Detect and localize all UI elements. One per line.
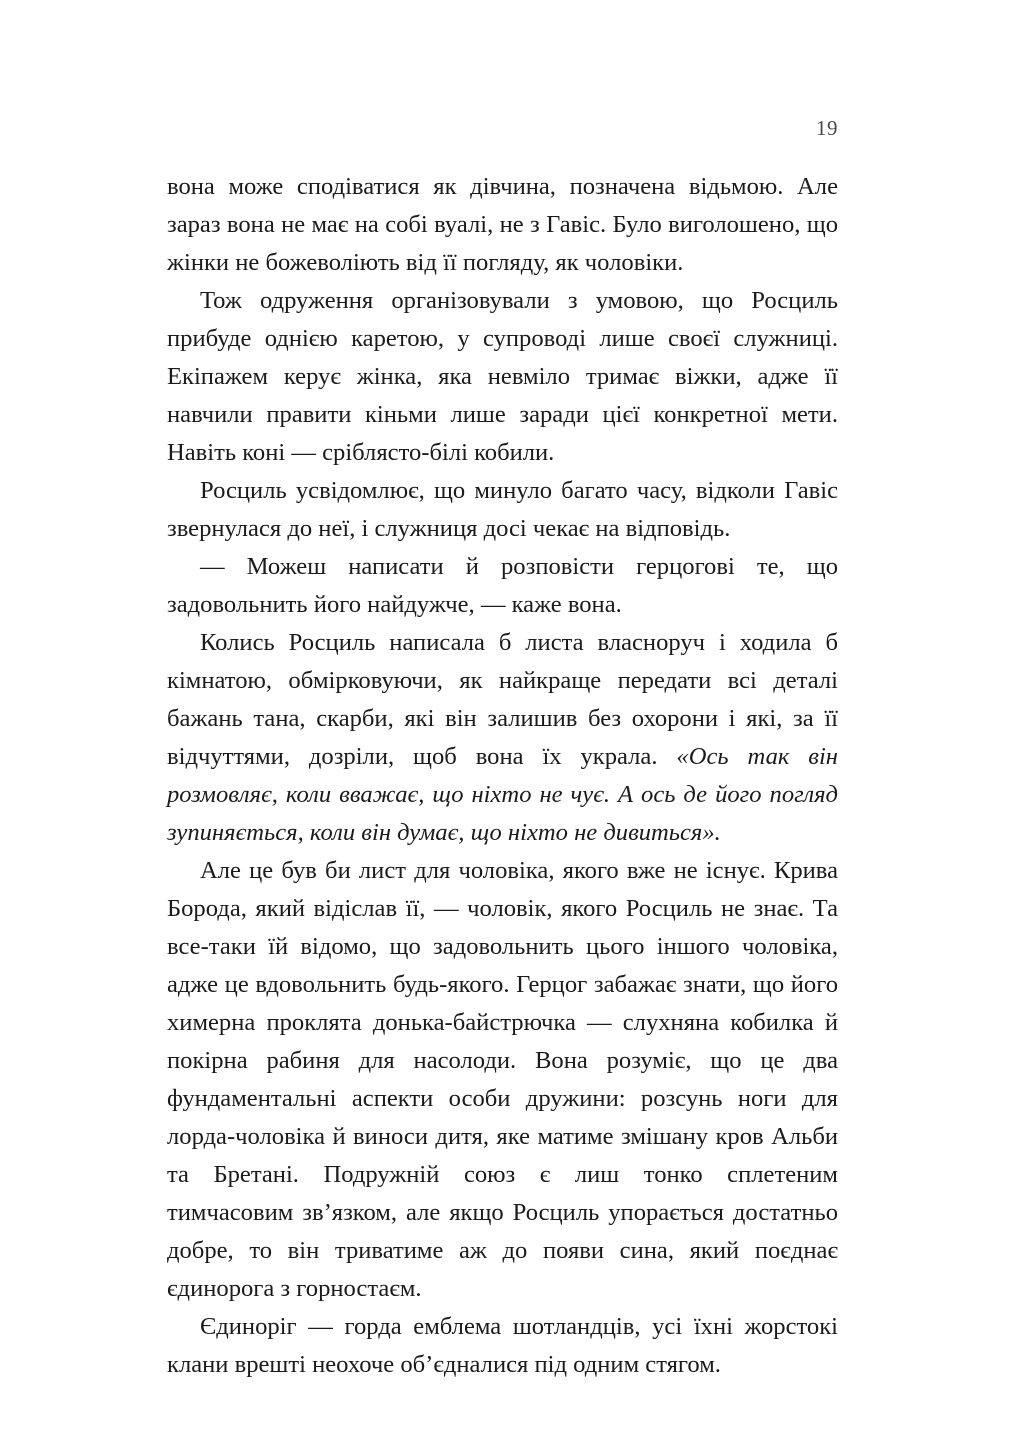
paragraph-5-lead-text: Колись Росциль написала б листа власноруч і ходила б кімнатою, обмірковуючи, як найкраще передати всі деталі бажань тана, скарби, які він залишив без охорони і які, за її відчуттями, дозріли, щоб вона їх украла. (167, 629, 838, 770)
paragraph-5 (167, 624, 838, 852)
body-text-block (167, 168, 838, 1384)
paragraph-4: — Можеш написати й розповісти герцогові те, що задовольнить його найдужче, — каже вона. (167, 553, 838, 618)
page-number: 19 (816, 116, 838, 140)
paragraph-2: Тож одруження організовували з умовою, що Росциль прибуде однією каретою, у супроводі лише своєї служниці. Екіпажем керує жінка, яка невміло тримає віжки, адже її навчили правити кіньми лише заради цієї конкретної мети. Навіть коні — сріблясто-білі кобили. (167, 287, 838, 466)
paragraph-6: Але це був би лист для чоловіка, якого вже не існує. Крива Борода, який відіслав її, — чоловік, якого Росциль не знає. Та все-таки їй відомо, що задовольнить цього іншого чоловіка, адже це вдовольнить будь-якого. Герцог забажає знати, що його химерна проклята донька-байстрючка — слухняна кобилка й покірна рабиня для насолоди. Вона розуміє, що це два фундаментальні аспекти особи дружини: розсунь ноги для лорда-чоловіка й виноси дитя, яке матиме змішану кров Альби та Бретані. Подружній союз є лиш тонко сплетеним тимчасовим зв’язком, але якщо Росциль упорається достатньо добре, то він триватиме аж до появи сина, який поєднає єдинорога з горностаєм. (167, 857, 838, 1302)
paragraph-3: Росциль усвідомлює, що минуло багато часу, відколи Гавіс звернулася до неї, і служниця досі чекає на відповідь. (167, 477, 838, 542)
paragraph-1: вона може сподіватися як дівчина, позначена відьмою. Але зараз вона не має на собі вуалі, не з Гавіс. Було виголошено, що жінки не божеволіють від її погляду, як чоловіки. (167, 173, 838, 276)
paragraph-7: Єдиноріг — горда емблема шотландців, усі їхні жорстокі клани врешті неохоче об’єдналися під одним стягом. (167, 1313, 838, 1378)
inline-italic-quotation: «Ось так він розмовляє, коли вважає, що ніхто не чує. А ось де його погляд зупиняється, коли він думає, що ніхто не дивиться». (167, 743, 838, 846)
